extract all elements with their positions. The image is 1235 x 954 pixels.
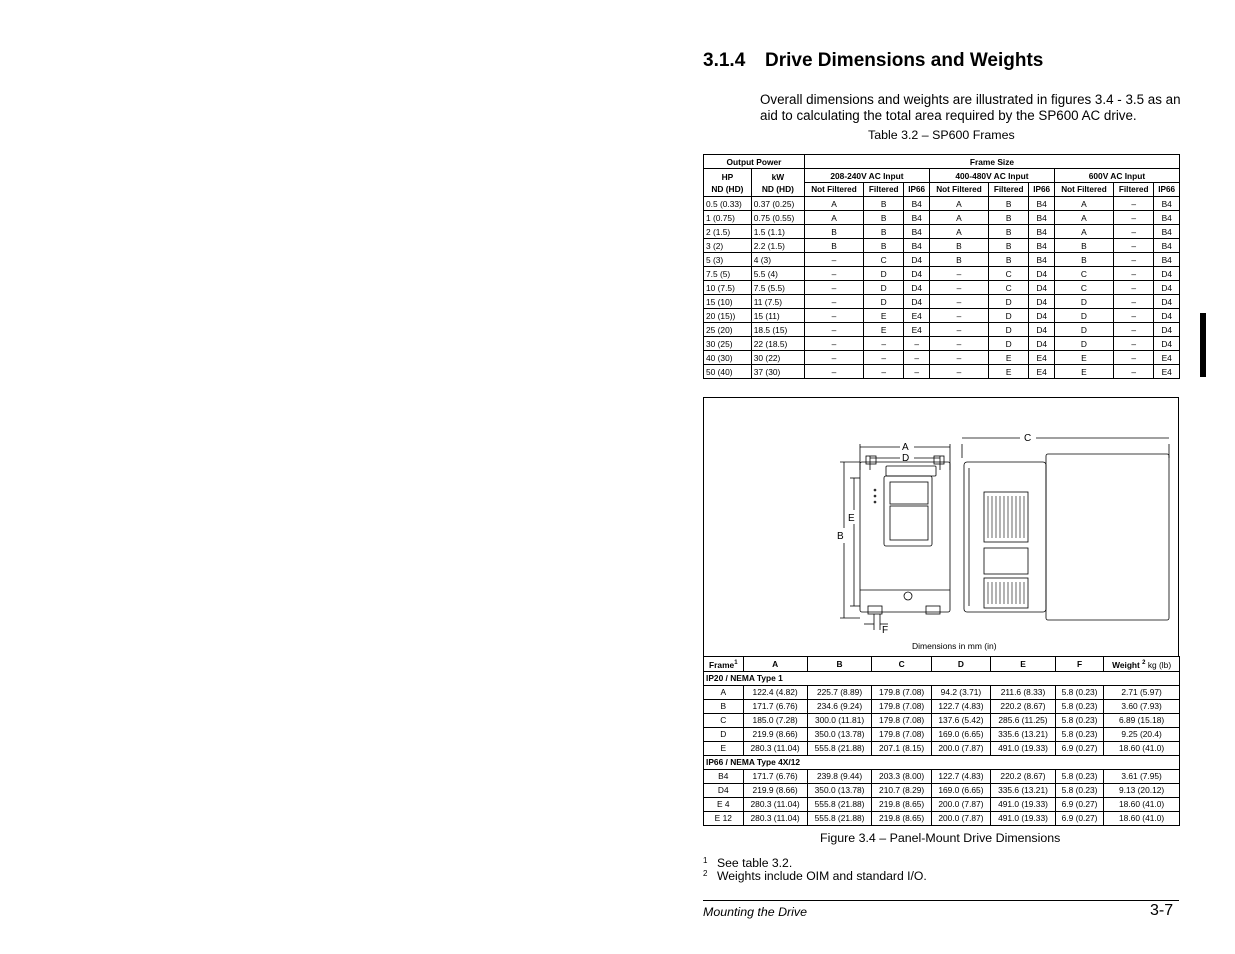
sub-col-header: Filtered bbox=[1113, 183, 1153, 197]
group-208-240v-header: 208-240V AC Input bbox=[804, 169, 929, 183]
table-cell: 2.71 (5.97) bbox=[1104, 685, 1180, 699]
table-cell: 200.0 (7.87) bbox=[931, 797, 990, 811]
table-cell: – bbox=[1113, 211, 1153, 225]
table-cell: – bbox=[1113, 351, 1153, 365]
table-cell: 0.75 (0.55) bbox=[751, 211, 804, 225]
table-cell: B4 bbox=[1029, 211, 1055, 225]
table-cell: 15 (10) bbox=[704, 295, 752, 309]
page-number: 3-7 bbox=[1150, 902, 1174, 919]
table-cell: B4 bbox=[904, 225, 930, 239]
table-cell: – bbox=[1113, 197, 1153, 211]
table-row bbox=[704, 225, 1180, 239]
weight-col-header: Weight $^2$ kg (lb) bbox=[1104, 657, 1180, 672]
table-cell: – bbox=[864, 337, 904, 351]
table-cell: – bbox=[804, 281, 863, 295]
table-cell: – bbox=[804, 337, 863, 351]
section-row bbox=[704, 755, 1180, 769]
table-row bbox=[704, 699, 1180, 713]
table-cell: B bbox=[988, 253, 1028, 267]
table-cell: D4 bbox=[704, 783, 744, 797]
table-cell: 171.7 (6.76) bbox=[743, 769, 807, 783]
table-cell: C bbox=[988, 281, 1028, 295]
table-cell: 1.5 (1.1) bbox=[751, 225, 804, 239]
table-cell: – bbox=[929, 337, 988, 351]
table-cell: D4 bbox=[1029, 337, 1055, 351]
table-cell: – bbox=[1113, 295, 1153, 309]
table-cell: 22 (18.5) bbox=[751, 337, 804, 351]
table-cell: 185.0 (7.28) bbox=[743, 713, 807, 727]
table-cell: B bbox=[864, 211, 904, 225]
sub-col-header: Filtered bbox=[864, 183, 904, 197]
table-cell: 9.25 (20.4) bbox=[1104, 727, 1180, 741]
dimensions-note: Dimensions in mm (in) bbox=[912, 641, 997, 651]
dim-label-f: F bbox=[882, 625, 889, 636]
table-cell: 179.8 (7.08) bbox=[872, 713, 931, 727]
table-cell: D4 bbox=[1029, 323, 1055, 337]
table-cell: 40 (30) bbox=[704, 351, 752, 365]
table-cell: 1 (0.75) bbox=[704, 211, 752, 225]
table-cell: 6.9 (0.27) bbox=[1055, 741, 1103, 755]
table-row bbox=[704, 685, 1180, 699]
table-cell: B bbox=[929, 253, 988, 267]
table-cell: D4 bbox=[904, 281, 930, 295]
table-cell: B4 bbox=[904, 197, 930, 211]
table-cell: B bbox=[988, 239, 1028, 253]
table-cell: 211.6 (8.33) bbox=[991, 685, 1056, 699]
group-600v-header: 600V AC Input bbox=[1054, 169, 1179, 183]
table-cell: 25 (20) bbox=[704, 323, 752, 337]
footnote: $^2$ Weights include OIM and standard I/O. bbox=[703, 869, 927, 883]
table-cell: B4 bbox=[1029, 197, 1055, 211]
table-cell: D bbox=[1054, 309, 1113, 323]
table-cell: B bbox=[864, 197, 904, 211]
table-cell: – bbox=[804, 253, 863, 267]
table-cell: – bbox=[864, 365, 904, 379]
frame-col-header: Frame$^1$ bbox=[704, 657, 744, 672]
table-cell: 225.7 (8.89) bbox=[807, 685, 872, 699]
c-col-header: C bbox=[872, 657, 931, 672]
table-cell: 137.6 (5.42) bbox=[931, 713, 990, 727]
table-row bbox=[704, 211, 1180, 225]
table-cell: E4 bbox=[904, 309, 930, 323]
table-cell: D4 bbox=[904, 267, 930, 281]
table-caption: Table 3.2 – SP600 Frames bbox=[868, 128, 1015, 142]
table-cell: 6.89 (15.18) bbox=[1104, 713, 1180, 727]
table-cell: – bbox=[929, 281, 988, 295]
table-cell: D bbox=[988, 295, 1028, 309]
table-cell: 18.5 (15) bbox=[751, 323, 804, 337]
table-cell: 0.37 (0.25) bbox=[751, 197, 804, 211]
table-cell: E 4 bbox=[704, 797, 744, 811]
table-cell: – bbox=[804, 309, 863, 323]
section-label: IP66 / NEMA Type 4X/12 bbox=[704, 755, 1180, 769]
dim-label-c: C bbox=[1024, 433, 1032, 444]
table-cell: – bbox=[904, 365, 930, 379]
table-cell: B bbox=[988, 211, 1028, 225]
table-cell: C bbox=[1054, 267, 1113, 281]
table-cell: A bbox=[1054, 225, 1113, 239]
table-cell: – bbox=[1113, 323, 1153, 337]
table-cell: 491.0 (19.33) bbox=[991, 741, 1056, 755]
table-cell: A bbox=[704, 685, 744, 699]
table-cell: – bbox=[864, 351, 904, 365]
table-cell: D bbox=[864, 281, 904, 295]
table-cell: B bbox=[864, 239, 904, 253]
table-cell: 219.8 (8.65) bbox=[872, 797, 931, 811]
table-cell: 491.0 (19.33) bbox=[991, 811, 1056, 825]
table-cell: 122.7 (4.83) bbox=[931, 769, 990, 783]
table-cell: 5.8 (0.23) bbox=[1055, 727, 1103, 741]
table-cell: 219.8 (8.65) bbox=[872, 811, 931, 825]
sub-col-header: Not Filtered bbox=[929, 183, 988, 197]
table-cell: – bbox=[1113, 253, 1153, 267]
table-cell: D4 bbox=[1029, 295, 1055, 309]
table-cell: – bbox=[904, 351, 930, 365]
table-row bbox=[704, 337, 1180, 351]
table-cell: 2 (1.5) bbox=[704, 225, 752, 239]
table-cell: E 12 bbox=[704, 811, 744, 825]
table-cell: C bbox=[1054, 281, 1113, 295]
table-cell: B4 bbox=[1154, 211, 1180, 225]
table-cell: – bbox=[1113, 309, 1153, 323]
table-cell: – bbox=[1113, 281, 1153, 295]
table-cell: 210.7 (8.29) bbox=[872, 783, 931, 797]
sub-col-header: IP66 bbox=[1029, 183, 1055, 197]
table-cell: – bbox=[804, 365, 863, 379]
table-cell: B4 bbox=[904, 211, 930, 225]
table-cell: D4 bbox=[1154, 337, 1180, 351]
table-cell: A bbox=[1054, 211, 1113, 225]
table-cell: 3 (2) bbox=[704, 239, 752, 253]
table-cell: 6.9 (0.27) bbox=[1055, 797, 1103, 811]
table-cell: 94.2 (3.71) bbox=[931, 685, 990, 699]
table-cell: B bbox=[988, 225, 1028, 239]
table-cell: E bbox=[988, 351, 1028, 365]
drive-dimension-drawing bbox=[834, 418, 1174, 636]
table-cell: A bbox=[929, 211, 988, 225]
table-cell: 3.60 (7.93) bbox=[1104, 699, 1180, 713]
sub-col-header: Filtered bbox=[988, 183, 1028, 197]
table-cell: – bbox=[929, 323, 988, 337]
table-cell: E bbox=[1054, 351, 1113, 365]
table-row bbox=[704, 253, 1180, 267]
table-cell: B bbox=[704, 699, 744, 713]
table-row bbox=[704, 295, 1180, 309]
kw-header: kW ND (HD) bbox=[751, 169, 804, 197]
table-cell: – bbox=[929, 295, 988, 309]
table-cell: D bbox=[864, 295, 904, 309]
table-cell: 179.8 (7.08) bbox=[872, 699, 931, 713]
table-row bbox=[704, 727, 1180, 741]
table-cell: D bbox=[988, 309, 1028, 323]
table-cell: E4 bbox=[1154, 351, 1180, 365]
footer-section-title: Mounting the Drive bbox=[703, 905, 807, 919]
table-cell: 207.1 (8.15) bbox=[872, 741, 931, 755]
table-cell: 10 (7.5) bbox=[704, 281, 752, 295]
table-cell: 200.0 (7.87) bbox=[931, 741, 990, 755]
table-cell: 280.3 (11.04) bbox=[743, 811, 807, 825]
table-cell: 30 (25) bbox=[704, 337, 752, 351]
table-cell: B4 bbox=[1029, 239, 1055, 253]
table-cell: D4 bbox=[1029, 309, 1055, 323]
table-cell: E4 bbox=[1029, 365, 1055, 379]
section-label: IP20 / NEMA Type 1 bbox=[704, 671, 1180, 685]
table-cell: 285.6 (11.25) bbox=[991, 713, 1056, 727]
table-cell: A bbox=[804, 197, 863, 211]
table-row bbox=[704, 267, 1180, 281]
table-cell: 5.8 (0.23) bbox=[1055, 769, 1103, 783]
table-cell: 169.0 (6.65) bbox=[931, 783, 990, 797]
table-cell: 122.4 (4.82) bbox=[743, 685, 807, 699]
table-cell: – bbox=[804, 351, 863, 365]
table-cell: – bbox=[929, 309, 988, 323]
footer-rule bbox=[703, 900, 1179, 901]
table-cell: 5.8 (0.23) bbox=[1055, 783, 1103, 797]
table-cell: 4 (3) bbox=[751, 253, 804, 267]
figure-caption: Figure 3.4 – Panel-Mount Drive Dimensions bbox=[820, 831, 1061, 845]
table-row bbox=[704, 741, 1180, 755]
table-cell: B bbox=[804, 239, 863, 253]
table-cell: E4 bbox=[1154, 365, 1180, 379]
table-cell: 179.8 (7.08) bbox=[872, 727, 931, 741]
table-row bbox=[704, 783, 1180, 797]
e-col-header: E bbox=[991, 657, 1056, 672]
table-cell: C bbox=[704, 713, 744, 727]
table-cell: D bbox=[1054, 323, 1113, 337]
table-cell: A bbox=[804, 211, 863, 225]
table-cell: D bbox=[988, 323, 1028, 337]
table-cell: 37 (30) bbox=[751, 365, 804, 379]
table-cell: 350.0 (13.78) bbox=[807, 727, 872, 741]
d-col-header: D bbox=[931, 657, 990, 672]
table-cell: 50 (40) bbox=[704, 365, 752, 379]
table-cell: E4 bbox=[1029, 351, 1055, 365]
table-cell: 122.7 (4.83) bbox=[931, 699, 990, 713]
table-cell: 9.13 (20.12) bbox=[1104, 783, 1180, 797]
table-cell: D bbox=[988, 337, 1028, 351]
table-cell: 200.0 (7.87) bbox=[931, 811, 990, 825]
table-cell: 491.0 (19.33) bbox=[991, 797, 1056, 811]
output-power-header: Output Power bbox=[704, 155, 805, 169]
table-cell: – bbox=[1113, 365, 1153, 379]
hp-header: HP ND (HD) bbox=[704, 169, 752, 197]
table-cell: D4 bbox=[1029, 267, 1055, 281]
table-cell: 555.8 (21.88) bbox=[807, 797, 872, 811]
table-cell: D4 bbox=[904, 253, 930, 267]
table-cell: D bbox=[704, 727, 744, 741]
footnote: $^1$ See table 3.2. bbox=[703, 856, 793, 870]
table-row bbox=[704, 797, 1180, 811]
table-cell: 171.7 (6.76) bbox=[743, 699, 807, 713]
table-cell: 169.0 (6.65) bbox=[931, 727, 990, 741]
table-cell: D bbox=[1054, 295, 1113, 309]
a-col-header: A bbox=[743, 657, 807, 672]
dim-label-a: A bbox=[902, 442, 909, 453]
sub-col-header: IP66 bbox=[904, 183, 930, 197]
dim-label-d: D bbox=[902, 453, 910, 464]
table-cell: D4 bbox=[1154, 295, 1180, 309]
table-cell: 203.3 (8.00) bbox=[872, 769, 931, 783]
table-cell: – bbox=[929, 351, 988, 365]
table-cell: 555.8 (21.88) bbox=[807, 741, 872, 755]
dim-label-b: B bbox=[837, 531, 844, 542]
b-col-header: B bbox=[807, 657, 872, 672]
table-cell: 239.8 (9.44) bbox=[807, 769, 872, 783]
table-row bbox=[704, 769, 1180, 783]
table-cell: B bbox=[804, 225, 863, 239]
table-cell: B4 bbox=[1029, 225, 1055, 239]
table-row bbox=[704, 365, 1180, 379]
table-cell: – bbox=[804, 267, 863, 281]
table-cell: B4 bbox=[1154, 197, 1180, 211]
table-row bbox=[704, 811, 1180, 825]
table-cell: – bbox=[904, 337, 930, 351]
frame-size-header: Frame Size bbox=[804, 155, 1179, 169]
table-cell: D bbox=[864, 267, 904, 281]
table-cell: A bbox=[1054, 197, 1113, 211]
table-cell: – bbox=[1113, 337, 1153, 351]
section-heading bbox=[703, 50, 1043, 72]
table-cell: – bbox=[1113, 225, 1153, 239]
table-cell: 7.5 (5) bbox=[704, 267, 752, 281]
group-400-480v-header: 400-480V AC Input bbox=[929, 169, 1054, 183]
table-cell: 234.6 (9.24) bbox=[807, 699, 872, 713]
table-cell: – bbox=[804, 295, 863, 309]
table-cell: 2.2 (1.5) bbox=[751, 239, 804, 253]
table-cell: D4 bbox=[1154, 309, 1180, 323]
table-cell: 3.61 (7.95) bbox=[1104, 769, 1180, 783]
table-cell: 555.8 (21.88) bbox=[807, 811, 872, 825]
table-cell: D4 bbox=[1154, 267, 1180, 281]
table-cell: – bbox=[929, 365, 988, 379]
table-cell: 335.6 (13.21) bbox=[991, 727, 1056, 741]
table-cell: 5.8 (0.23) bbox=[1055, 699, 1103, 713]
table-cell: 0.5 (0.33) bbox=[704, 197, 752, 211]
frames-table bbox=[703, 154, 1180, 379]
table-cell: 280.3 (11.04) bbox=[743, 797, 807, 811]
table-cell: 30 (22) bbox=[751, 351, 804, 365]
dimensions-table bbox=[703, 656, 1180, 826]
section-number: 3.1.4 bbox=[703, 50, 746, 71]
table-cell: – bbox=[1113, 267, 1153, 281]
intro-paragraph: Overall dimensions and weights are illustrated in figures 3.4 - 3.5 as an aid to calculating the total area required by the SP600 AC drive. bbox=[760, 92, 1181, 123]
table-row bbox=[704, 309, 1180, 323]
table-cell: 220.2 (8.67) bbox=[991, 769, 1056, 783]
section-title: Drive Dimensions and Weights bbox=[765, 50, 1044, 71]
table-row bbox=[704, 713, 1180, 727]
sub-col-header: Not Filtered bbox=[1054, 183, 1113, 197]
table-row bbox=[704, 351, 1180, 365]
figure-frame bbox=[703, 397, 1179, 656]
table-cell: 179.8 (7.08) bbox=[872, 685, 931, 699]
table-cell: 18.60 (41.0) bbox=[1104, 741, 1180, 755]
table-cell: B4 bbox=[1154, 225, 1180, 239]
table-cell: 20 (15)) bbox=[704, 309, 752, 323]
sub-col-header: Not Filtered bbox=[804, 183, 863, 197]
table-cell: 219.9 (8.66) bbox=[743, 783, 807, 797]
table-row bbox=[704, 197, 1180, 211]
table-cell: B4 bbox=[904, 239, 930, 253]
table-cell: 5.5 (4) bbox=[751, 267, 804, 281]
chapter-thumb-tab bbox=[1200, 313, 1206, 377]
table-cell: C bbox=[864, 253, 904, 267]
table-cell: 280.3 (11.04) bbox=[743, 741, 807, 755]
table-cell: 18.60 (41.0) bbox=[1104, 797, 1180, 811]
table-cell: 7.5 (5.5) bbox=[751, 281, 804, 295]
table-cell: A bbox=[929, 225, 988, 239]
table-cell: B bbox=[1054, 253, 1113, 267]
table-cell: D4 bbox=[1154, 323, 1180, 337]
sub-col-header: IP66 bbox=[1154, 183, 1180, 197]
table-cell: D4 bbox=[904, 295, 930, 309]
section-row bbox=[704, 671, 1180, 685]
table-cell: A bbox=[929, 197, 988, 211]
table-cell: D bbox=[1054, 337, 1113, 351]
table-cell: B bbox=[988, 197, 1028, 211]
table-cell: 335.6 (13.21) bbox=[991, 783, 1056, 797]
table-cell: B bbox=[1054, 239, 1113, 253]
table-cell: B bbox=[929, 239, 988, 253]
f-col-header: F bbox=[1055, 657, 1103, 672]
table-cell: E bbox=[864, 323, 904, 337]
table-cell: D4 bbox=[1154, 281, 1180, 295]
table-cell: E4 bbox=[904, 323, 930, 337]
table-cell: – bbox=[1113, 239, 1153, 253]
table-cell: E bbox=[704, 741, 744, 755]
table-cell: B bbox=[864, 225, 904, 239]
dim-label-e: E bbox=[848, 513, 855, 524]
table-cell: B4 bbox=[704, 769, 744, 783]
table-cell: B4 bbox=[1154, 239, 1180, 253]
table-cell: E bbox=[864, 309, 904, 323]
table-cell: D4 bbox=[1029, 281, 1055, 295]
table-row bbox=[704, 323, 1180, 337]
table-cell: 6.9 (0.27) bbox=[1055, 811, 1103, 825]
table-cell: 15 (11) bbox=[751, 309, 804, 323]
table-cell: 18.60 (41.0) bbox=[1104, 811, 1180, 825]
table-cell: E bbox=[988, 365, 1028, 379]
table-cell: B4 bbox=[1029, 253, 1055, 267]
table-cell: 219.9 (8.66) bbox=[743, 727, 807, 741]
table-cell: – bbox=[929, 267, 988, 281]
table-cell: 11 (7.5) bbox=[751, 295, 804, 309]
table-cell: 5 (3) bbox=[704, 253, 752, 267]
table-cell: 5.8 (0.23) bbox=[1055, 685, 1103, 699]
table-cell: B4 bbox=[1154, 253, 1180, 267]
table-cell: 5.8 (0.23) bbox=[1055, 713, 1103, 727]
table-row bbox=[704, 239, 1180, 253]
table-cell: 220.2 (8.67) bbox=[991, 699, 1056, 713]
table-cell: C bbox=[988, 267, 1028, 281]
table-cell: 300.0 (11.81) bbox=[807, 713, 872, 727]
table-row bbox=[704, 281, 1180, 295]
table-cell: – bbox=[804, 323, 863, 337]
table-cell: E bbox=[1054, 365, 1113, 379]
table-cell: 350.0 (13.78) bbox=[807, 783, 872, 797]
